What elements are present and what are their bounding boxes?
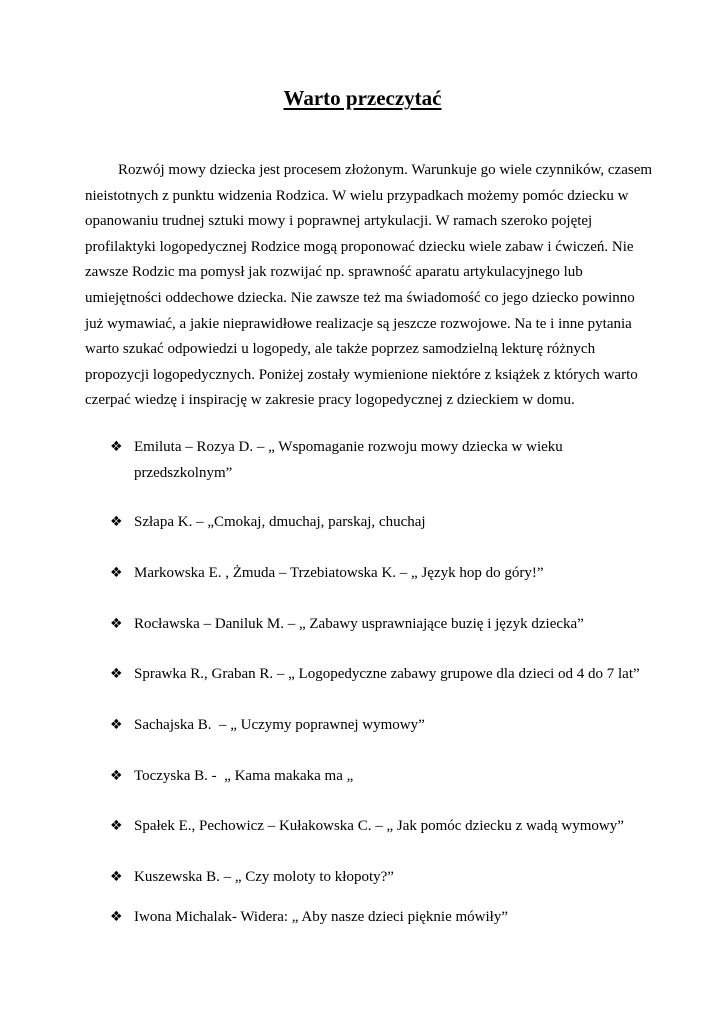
book-entry: Markowska E. , Żmuda – Trzebiatowska K. – „ Język hop do góry!” bbox=[134, 565, 544, 581]
book-entry: Szłapa K. – „Cmokaj, dmuchaj, parskaj, chuchaj bbox=[134, 514, 426, 530]
intro-line: już wymawiać, a jakie nieprawidłowe realizacje są jeszcze rozwojowe. Na te i inne pytania bbox=[85, 315, 632, 332]
book-entry: Spałek E., Pechowicz – Kułakowska C. – „ Jak pomóc dziecku z wadą wymowy” bbox=[134, 818, 624, 834]
list-item bbox=[110, 560, 670, 586]
book-entry: Iwona Michalak- Widera: „ Aby nasze dzieci pięknie mówiły” bbox=[134, 909, 508, 925]
book-entry: Kuszewska B. – „ Czy moloty to kłopoty?” bbox=[134, 869, 394, 885]
page-title: Warto przeczytać bbox=[283, 86, 442, 110]
list-item bbox=[110, 763, 670, 789]
book-entry: Toczyska B. - „ Kama makaka ma „ bbox=[134, 768, 354, 784]
book-entry: Rocławska – Daniluk M. – „ Zabawy usprawniające buzię i język dziecka” bbox=[134, 616, 584, 632]
list-item bbox=[110, 904, 670, 930]
intro-line: zawsze Rodzic ma pomysł jak rozwijać np. sprawność aparatu artykulacyjnego lub bbox=[85, 264, 583, 281]
book-entry: Sachajska B. – „ Uczymy poprawnej wymowy” bbox=[134, 717, 425, 733]
list-item bbox=[110, 509, 670, 535]
diamond-bullet-icon: ❖ bbox=[110, 909, 123, 925]
diamond-bullet-icon: ❖ bbox=[110, 717, 123, 733]
intro-line: warto szukać odpowiedzi u logopedy, ale także poprzez samodzielną lekturę różnych bbox=[85, 341, 596, 358]
intro-line: Rozwój mowy dziecka jest procesem złożonym. Warunkuje go wiele czynników, czasem bbox=[118, 162, 653, 178]
diamond-bullet-icon: ❖ bbox=[110, 818, 123, 834]
intro-line: umiejętności oddechowe dziecka. Nie zawsze też ma świadomość co jego dziecko powinno bbox=[85, 289, 635, 306]
list-item bbox=[110, 611, 670, 637]
intro-line: profilaktyki logopedycznej Rodzice mogą proponować dziecku wiele zabaw i ćwiczeń. Nie bbox=[85, 238, 634, 255]
diamond-bullet-icon: ❖ bbox=[110, 666, 123, 682]
intro-line: propozycji logopedycznych. Poniżej zostały wymienione niektóre z książek z których warto bbox=[85, 366, 638, 383]
diamond-bullet-icon: ❖ bbox=[110, 439, 123, 455]
list-item bbox=[110, 434, 670, 486]
intro-line: czerpać wiedzę i inspirację w zakresie pracy logopedycznej z dzieckiem w domu. bbox=[85, 392, 575, 409]
intro-paragraph bbox=[85, 158, 655, 414]
intro-line: opanowaniu trudnej sztuki mowy i poprawnej artykulacji. W ramach szeroko pojętej bbox=[85, 213, 593, 230]
diamond-bullet-icon: ❖ bbox=[110, 869, 123, 885]
diamond-bullet-icon: ❖ bbox=[110, 616, 123, 632]
diamond-bullet-icon: ❖ bbox=[110, 514, 123, 530]
book-entry: Sprawka R., Graban R. – „ Logopedyczne zabawy grupowe dla dzieci od 4 do 7 lat” bbox=[134, 666, 640, 682]
list-item bbox=[110, 712, 670, 738]
list-item bbox=[110, 864, 670, 890]
list-item bbox=[110, 813, 670, 839]
intro-line: nieistotnych z punktu widzenia Rodzica. W wielu przypadkach możemy pomóc dziecku w bbox=[85, 187, 629, 204]
list-item bbox=[110, 661, 670, 687]
diamond-bullet-icon: ❖ bbox=[110, 565, 123, 581]
diamond-bullet-icon: ❖ bbox=[110, 768, 123, 784]
book-entry: Emiluta – Rozya D. – „ Wspomaganie rozwoju mowy dziecka w wieku przedszkolnym” bbox=[134, 439, 563, 481]
